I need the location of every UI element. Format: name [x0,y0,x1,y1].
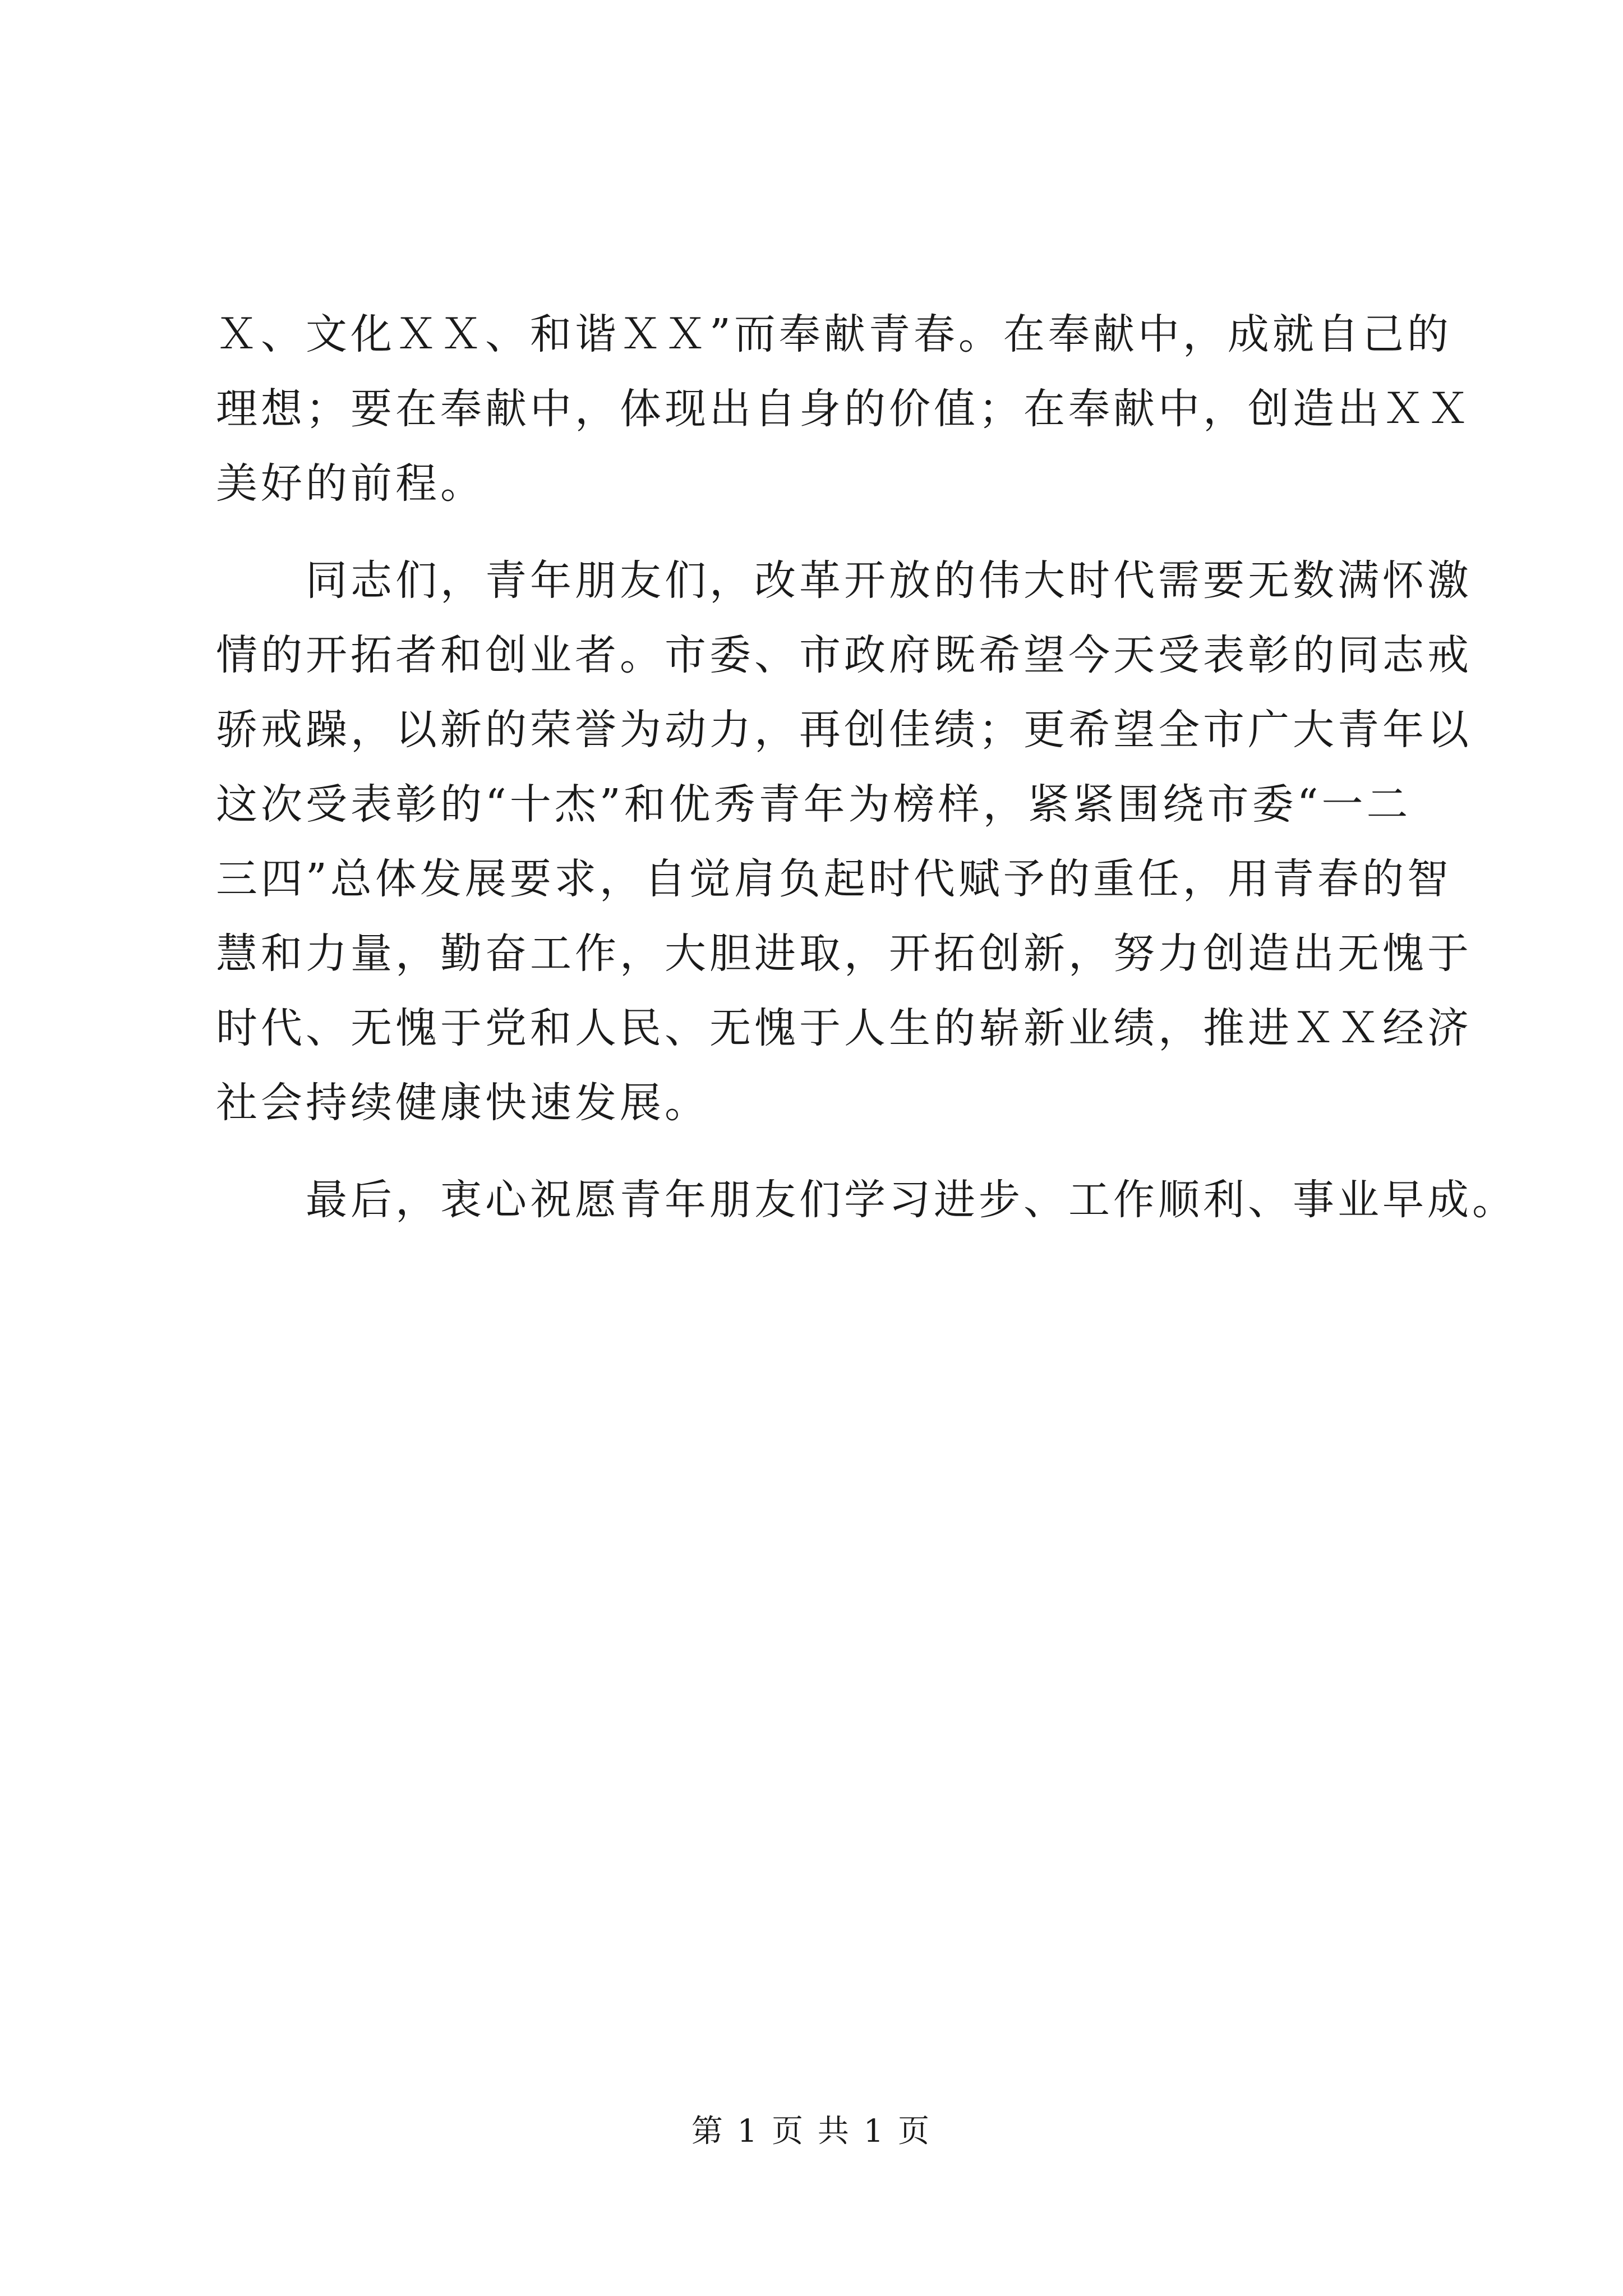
page-number-label: 第 1 页 共 1 页 [691,2113,932,2150]
text-line: 社会持续健康快速发展。 [216,1079,709,1127]
text-line: 最后，衷心祝愿青年朋友们学习进步、工作顺利、事业早成。 [306,1176,1517,1224]
paragraph-gap [216,521,1413,544]
text-line: 理想；要在奉献中，体现出自身的价值；在奉献中，创造出ＸＸ [216,385,1472,433]
paragraph-gap [216,1140,1413,1163]
paragraph-3 [216,1163,1517,1237]
text-line: 骄戒躁，以新的荣誉为动力，再创佳绩；更希望全市广大青年以 [216,706,1472,754]
text-line: 美好的前程。 [216,459,485,508]
text-line: 三四”总体发展要求，自觉肩负起时代赋予的重任，用青春的智 [216,855,1452,903]
text-line: 情的开拓者和创业者。市委、市政府既希望今天受表彰的同志戒 [216,631,1472,679]
paragraph-2 [216,544,1472,1140]
text-line: 同志们，青年朋友们，改革开放的伟大时代需要无数满怀激 [306,556,1472,605]
text-line: 慧和力量，勤奋工作，大胆进取，开拓创新，努力创造出无愧于 [216,930,1472,978]
text-line: 这次受表彰的“十杰”和优秀青年为榜样，紧紧围绕市委“一二 [216,780,1412,829]
paragraph-1 [216,297,1472,521]
text-line: Ｘ、文化ＸＸ、和谐ＸＸ”而奉献青春。在奉献中，成就自己的 [216,310,1452,358]
document-body [216,297,1517,1237]
page-footer [0,2109,1623,2154]
text-line: 时代、无愧于党和人民、无愧于人生的崭新业绩，推进ＸＸ经济 [216,1004,1472,1052]
